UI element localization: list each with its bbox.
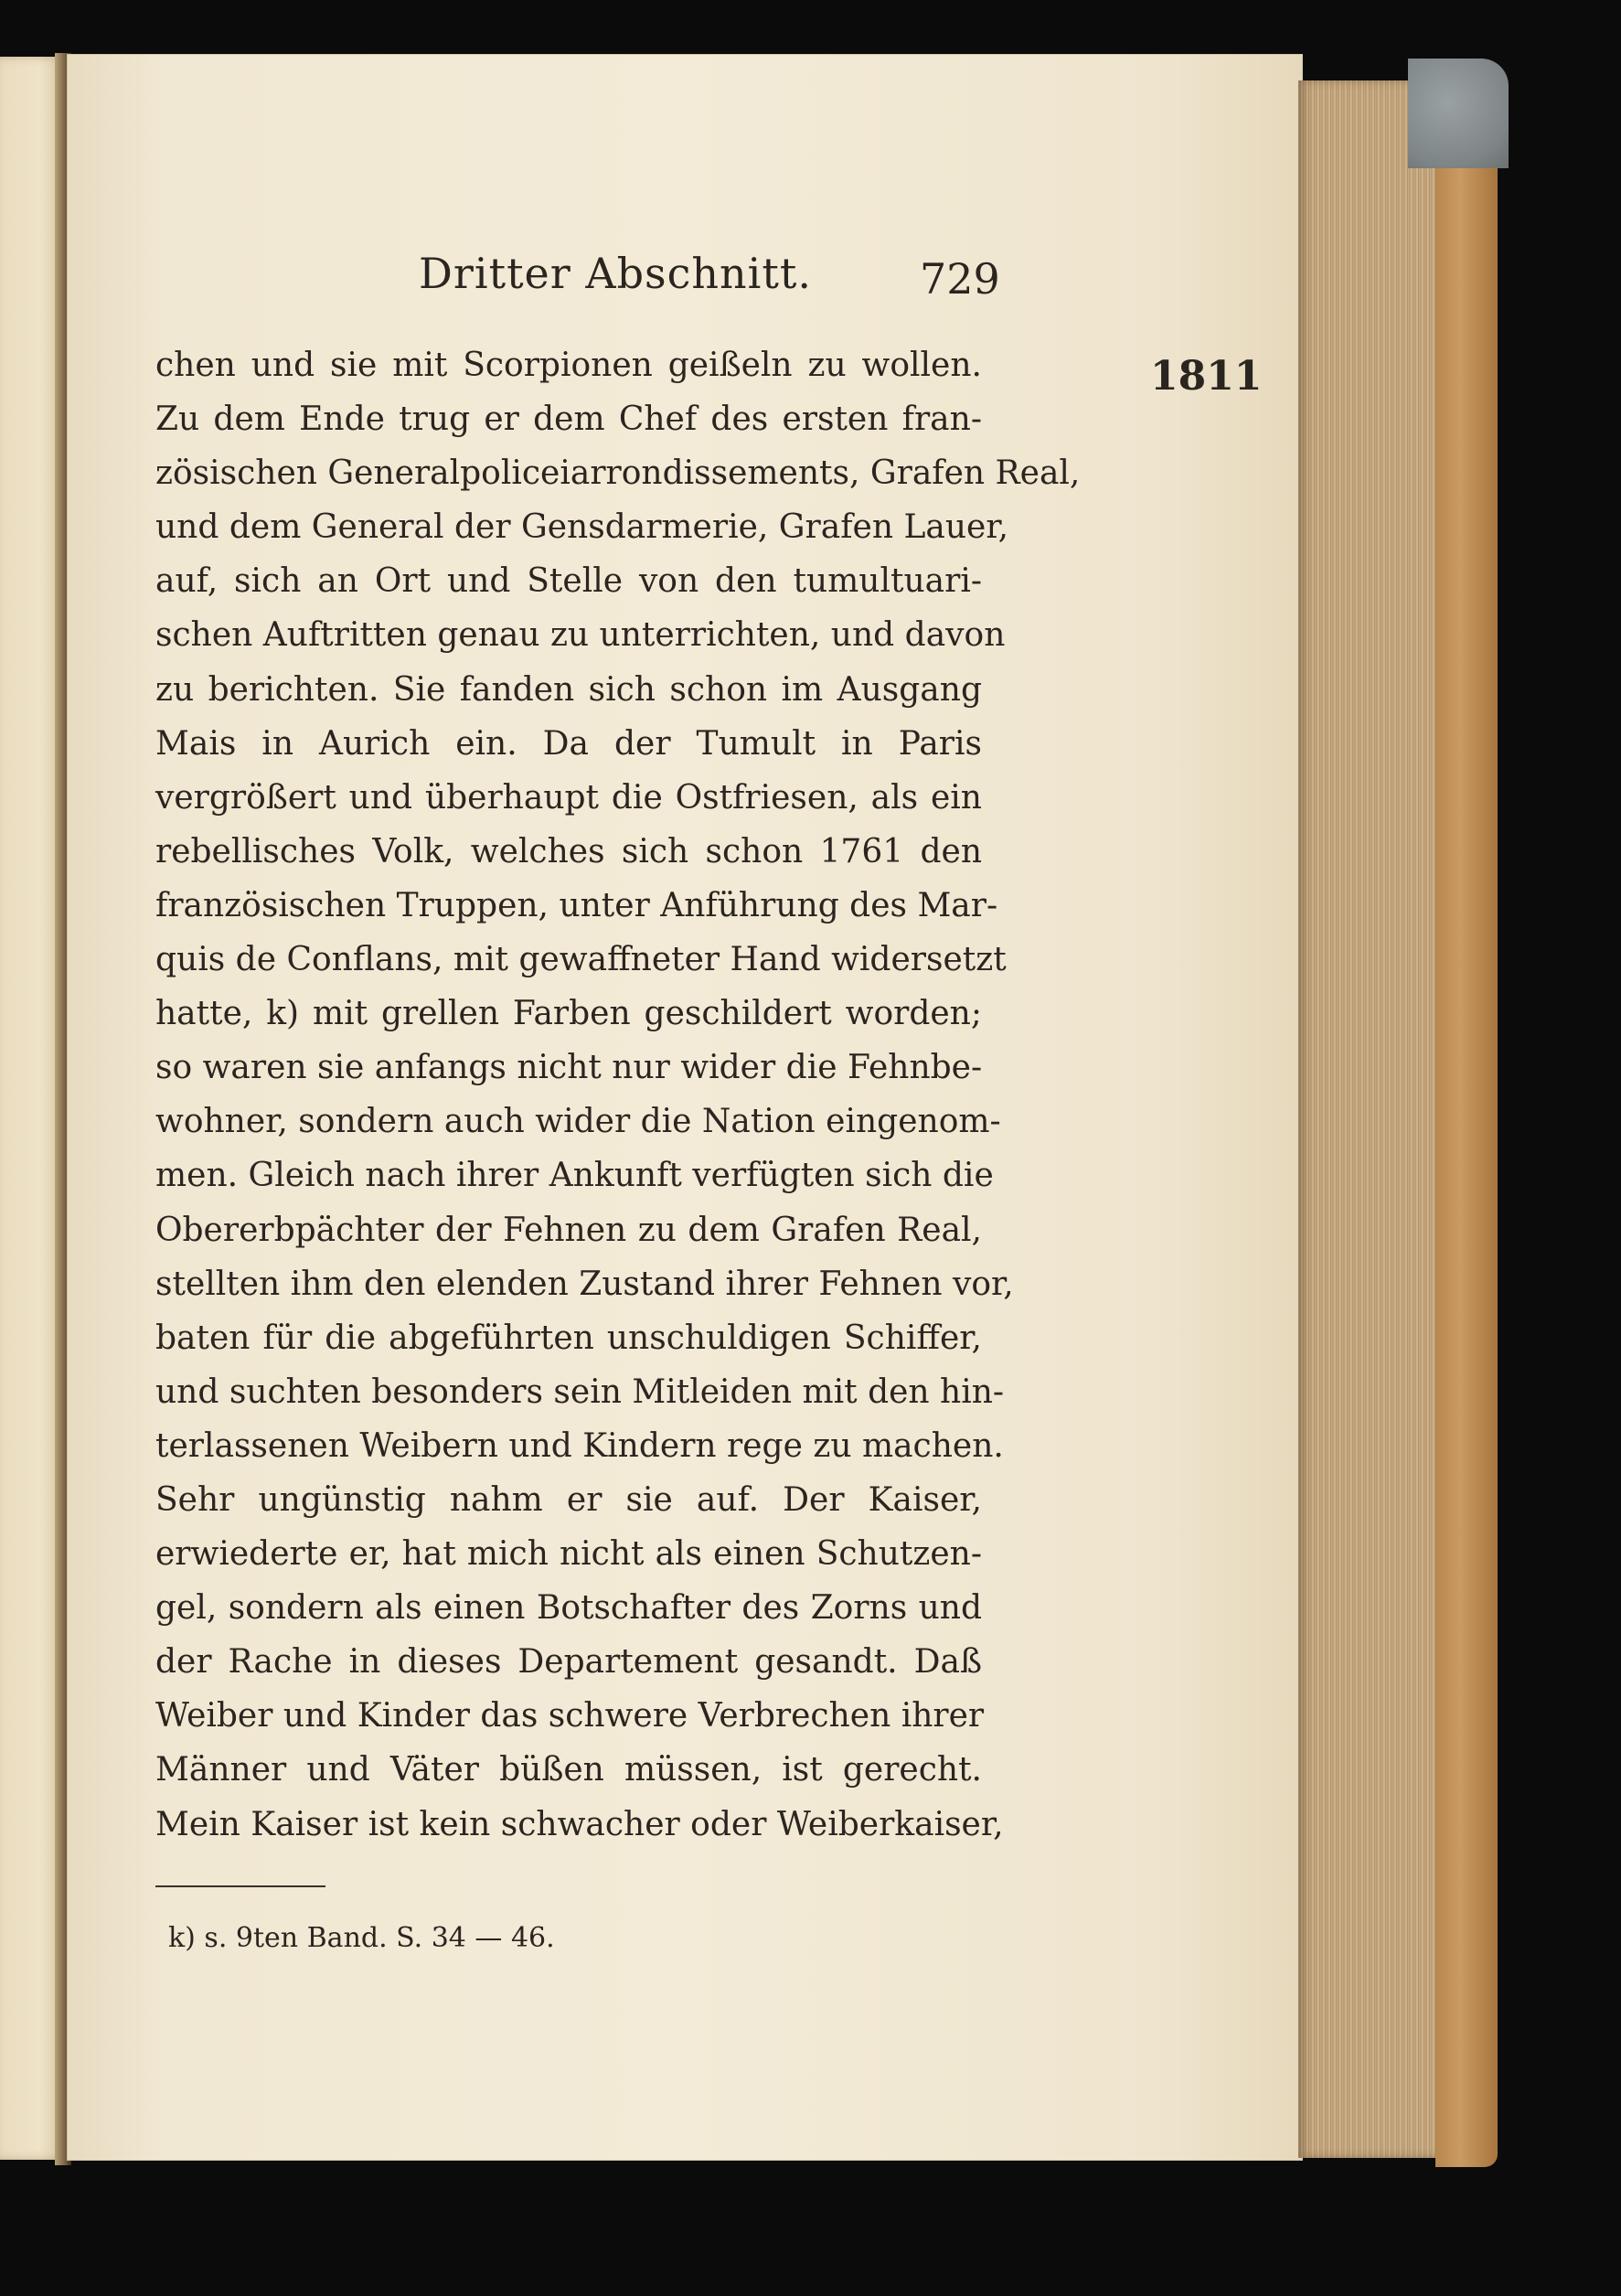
text-line: schen Auftritten genau zu unterrichten, und davon xyxy=(155,616,1006,655)
page-edges xyxy=(1298,80,1445,2158)
footnote-rule xyxy=(155,1885,325,1887)
page-number: 729 xyxy=(920,254,1000,304)
text-line: Mein Kaiser ist kein schwacher oder Weiberkaiser, xyxy=(155,1805,1004,1843)
body-text xyxy=(155,338,1081,1852)
text-line: Sehr ungünstig nahm er sie auf. Der Kaiser, xyxy=(155,1480,982,1519)
text-line: gel, sondern als einen Botschafter des Zorns und xyxy=(155,1589,982,1628)
text-line: men. Gleich nach ihrer Ankunft verfügten sich die xyxy=(155,1157,994,1195)
page-header xyxy=(155,249,1161,322)
text-line: Mais in Aurich ein. Da der Tumult in Paris xyxy=(155,724,982,763)
text-line: baten für die abgeführten unschuldigen Schiffer, xyxy=(155,1319,982,1357)
text-line: chen und sie mit Scorpionen geißeln zu wollen. xyxy=(155,347,982,384)
text-line: und dem General der Gensdarmerie, Grafen Lauer, xyxy=(155,508,1009,547)
text-line: rebellisches Volk, welches sich schon 1761 den xyxy=(155,832,982,870)
text-line: vergrößert und überhaupt die Ostfriesen, als ein xyxy=(155,778,982,817)
text-line: erwiederte er, hat mich nicht als einen Schutzen- xyxy=(155,1535,982,1574)
text-line: zu berichten. Sie fanden sich schon im Ausgang xyxy=(155,670,982,709)
margin-year: 1811 xyxy=(1150,353,1263,400)
text-line: hatte, k) mit grellen Farben geschildert worden; xyxy=(155,995,982,1033)
text-line: Zu dem Ende trug er dem Chef des ersten fran- xyxy=(155,400,982,439)
book-cover xyxy=(1435,64,1498,2167)
text-line: Weiber und Kinder das schwere Verbrechen ihrer xyxy=(155,1697,985,1735)
footnote: k) s. 9ten Band. S. 34 — 46. xyxy=(168,1922,555,1954)
text-line: Männer und Väter büßen müssen, ist gerecht. xyxy=(155,1751,982,1789)
text-line: auf, sich an Ort und Stelle von den tumultuari- xyxy=(155,562,982,601)
text-line: und suchten besonders sein Mitleiden mit den hin- xyxy=(155,1372,1005,1411)
running-head: Dritter Abschnitt. xyxy=(419,249,812,298)
text-line: Obererbpächter der Fehnen zu dem Grafen Real, xyxy=(155,1211,982,1249)
text-line: terlassenen Weibern und Kindern rege zu machen. xyxy=(155,1426,1004,1465)
text-line: quis de Conflans, mit gewaffneter Hand widersetzt xyxy=(155,941,1007,979)
text-line: der Rache in dieses Departement gesandt. Daß xyxy=(155,1643,982,1682)
text-line: französischen Truppen, unter Anführung des Mar- xyxy=(155,886,998,924)
text-line: stellten ihm den elenden Zustand ihrer Fehnen vor, xyxy=(155,1265,1014,1303)
cover-corner xyxy=(1408,59,1509,168)
text-line: wohner, sondern auch wider die Nation eingenom- xyxy=(155,1103,1001,1141)
text-line: zösischen Generalpoliceiarrondissements, Grafen Real, xyxy=(155,454,1081,493)
text-line: so waren sie anfangs nicht nur wider die Fehnbe- xyxy=(155,1049,983,1087)
